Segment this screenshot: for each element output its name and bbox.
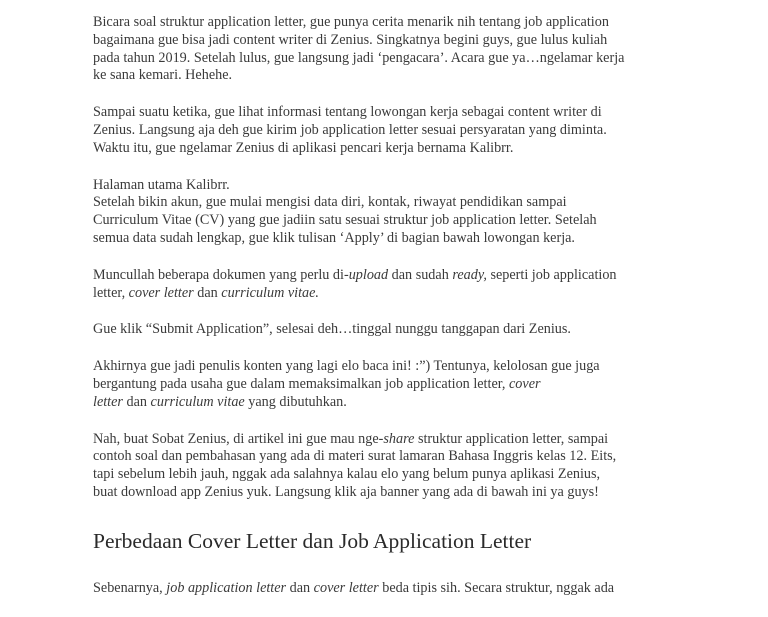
text-line: Curriculum Vitae (CV) yang gue jadiin satu sesuai struktur job application letter. Setelah	[93, 212, 597, 229]
text-line: buat download app Zenius yuk. Langsung klik aja banner yang ada di bawah ini ya guys!	[93, 483, 599, 500]
text-line	[93, 431, 673, 449]
text-line: tapi sebelum lebih jauh, nggak ada salahnya kalau elo yang belum punya aplikasi Zenius,	[93, 466, 601, 483]
text-line: Akhirnya gue jadi penulis konten yang lagi elo baca ini! :”) Tentunya, kelolosan gue juga	[93, 358, 600, 375]
text-run: dan	[193, 284, 222, 301]
paragraph-intro	[93, 14, 673, 85]
text-line	[93, 580, 673, 598]
italic-text: job application letter	[166, 579, 287, 596]
image-caption: Halaman utama Kalibrr.	[93, 176, 230, 193]
text-run: dan sudah	[388, 266, 453, 283]
paragraph-result	[93, 358, 673, 411]
text-run: Sebenarnya,	[93, 579, 167, 596]
paragraph-submit	[93, 321, 673, 339]
italic-text: cover letter	[128, 284, 194, 301]
paragraph-documents	[93, 267, 673, 303]
text-run: bergantung pada usaha gue dalam memaksimalkan job application letter,	[93, 375, 509, 392]
italic-text: ready,	[452, 266, 487, 283]
text-line	[93, 394, 673, 412]
section-heading: Perbedaan Cover Letter dan Job Application Letter	[93, 528, 532, 553]
text-run: dan	[122, 393, 151, 410]
text-run: Nah, buat Sobat Zenius, di artikel ini gue mau nge-	[93, 430, 384, 447]
text-run: struktur application letter, sampai	[414, 430, 609, 447]
text-line: ke sana kemari. Hehehe.	[93, 67, 233, 84]
paragraph-difference	[93, 580, 673, 598]
text-run: Muncullah beberapa dokumen yang perlu di-	[93, 266, 349, 283]
text-line	[93, 267, 673, 285]
italic-text: curriculum vitae.	[221, 284, 319, 301]
text-run: dan	[286, 579, 314, 596]
text-run: letter,	[93, 284, 129, 301]
text-run: seperti job application	[486, 266, 617, 283]
text-line: Bicara soal struktur application letter, gue punya cerita menarik nih tentang job application	[93, 14, 609, 30]
text-line: semua data sudah lengkap, gue klik tulisan ‘Apply’ di bagian bawah lowongan kerja.	[93, 229, 575, 246]
italic-text: share	[383, 430, 415, 447]
italic-text: cover	[509, 375, 541, 392]
text-line	[93, 376, 673, 394]
text-line	[93, 285, 673, 303]
paragraph-job-posting	[93, 104, 673, 157]
text-run: beda tipis sih. Secara struktur, nggak ada	[378, 579, 615, 596]
text-line: Waktu itu, gue ngelamar Zenius di aplikasi pencari kerja bernama Kalibrr.	[93, 139, 514, 156]
italic-text: letter	[93, 393, 123, 410]
text-line: Sampai suatu ketika, gue lihat informasi tentang lowongan kerja sebagai content writer di	[93, 104, 602, 121]
text-line: bagaimana gue bisa jadi content writer di Zenius. Singkatnya begini guys, gue lulus kuliah	[93, 31, 608, 48]
italic-text: cover letter	[313, 579, 379, 596]
text-line: Zenius. Langsung aja deh gue kirim job application letter sesuai persyaratan yang diminta.	[93, 121, 607, 138]
text-line: Setelah bikin akun, gue mulai mengisi data diri, kontak, riwayat pendidikan sampai	[93, 194, 567, 211]
paragraph-kalibrr	[93, 177, 673, 248]
text-line: pada tahun 2019. Setelah lulus, gue langsung jadi ‘pengacara’. Acara gue ya…ngelamar kerja	[93, 49, 625, 66]
paragraph-article-intro	[93, 431, 673, 502]
text-line: Gue klik “Submit Application”, selesai deh…tinggal nunggu tanggapan dari Zenius.	[93, 321, 571, 338]
article-body	[93, 14, 673, 617]
text-run: yang dibutuhkan.	[244, 393, 347, 410]
italic-text: upload	[348, 266, 389, 283]
text-line: contoh soal dan pembahasan yang ada di materi surat lamaran Bahasa Inggris kelas 12. Eits,	[93, 448, 617, 465]
italic-text: curriculum vitae	[150, 393, 245, 410]
